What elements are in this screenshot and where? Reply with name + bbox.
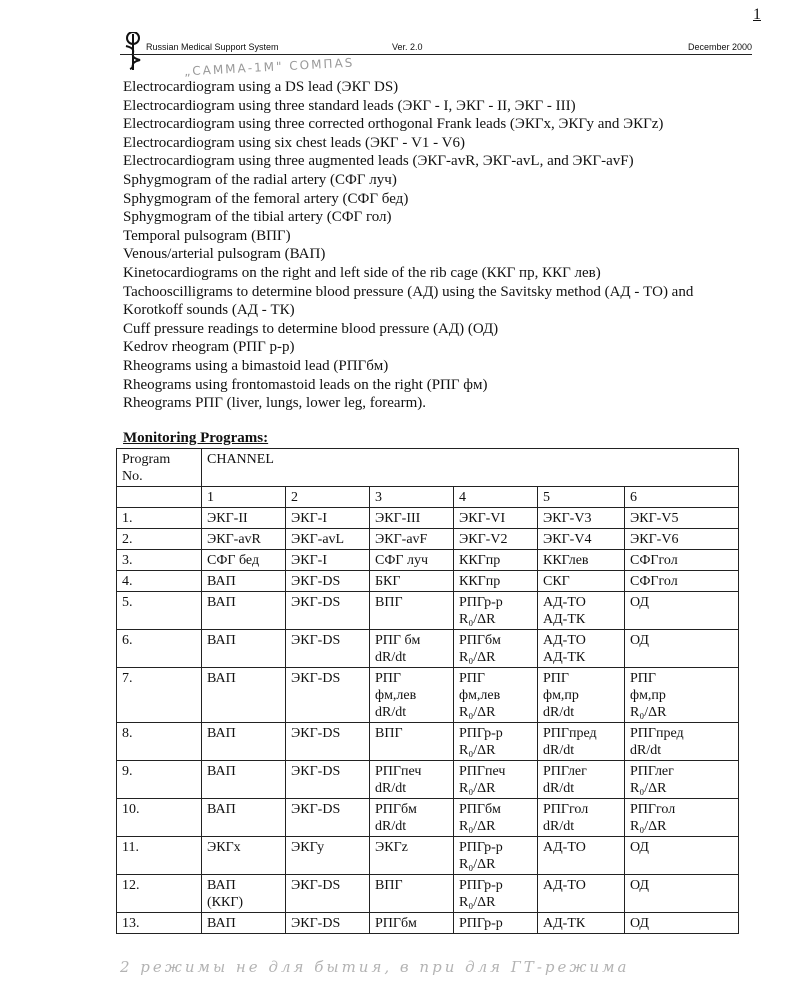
channel-cell-line: dR/dt <box>375 781 407 796</box>
channel-cell-line: R₀/ΔR <box>459 857 496 872</box>
channel-cell <box>286 508 370 529</box>
channel-cell-line: РПГр-р <box>459 840 503 855</box>
channel-cell-line: ЭКГ-DS <box>291 878 341 893</box>
channel-cell <box>370 799 454 837</box>
channel-cell-line: БКГ <box>375 574 401 589</box>
channel-cell <box>454 837 538 875</box>
channel-cell <box>286 571 370 592</box>
program-number: 4. <box>117 571 202 592</box>
channel-cell <box>538 508 625 529</box>
channel-cell-line: ККГлев <box>543 553 589 568</box>
channel-cell-line: РПГр-р <box>459 878 503 893</box>
channel-cell-line: АД-ТО <box>543 878 586 893</box>
signal-list-item: Cuff pressure readings to determine blood pressure (АД) (ОД) <box>123 320 499 337</box>
signal-list-item: Tachooscilligrams to determine blood pressure (АД) using the Savitsky method (АД - ТО) and <box>123 283 694 300</box>
monitoring-programs-title: Monitoring Programs: <box>123 430 269 446</box>
header-version: Ver. 2.0 <box>392 42 423 52</box>
channel-cell-line: РПГ <box>543 671 569 686</box>
channel-cell <box>454 630 538 668</box>
channel-cell <box>538 668 625 723</box>
channel-cell <box>286 550 370 571</box>
channel-cell-line: РПГгол <box>630 802 676 817</box>
channel-cell <box>286 630 370 668</box>
channel-cell <box>625 550 739 571</box>
channel-cell-line: ВАП <box>207 633 236 648</box>
channel-cell <box>454 761 538 799</box>
channel-cell <box>538 571 625 592</box>
table-row <box>117 529 739 550</box>
program-number: 3. <box>117 550 202 571</box>
table-row <box>117 837 739 875</box>
program-number: 7. <box>117 668 202 723</box>
channel-cell-line: ЭКГ-DS <box>291 633 341 648</box>
channel-cell <box>538 529 625 550</box>
channel-cell-line: ЭКГ-VI <box>459 511 506 526</box>
programs-body <box>117 508 739 934</box>
signal-list-item: Electrocardiogram using three corrected orthogonal Frank leads (ЭКГх, ЭКГу and ЭКГz) <box>123 116 664 133</box>
channel-cell-line: ЭКГ-V2 <box>459 532 508 547</box>
channel-cell-line: РПГр-р <box>459 916 503 931</box>
channel-cell <box>202 875 286 913</box>
channel-cell-line: РПГбм <box>459 802 501 817</box>
channel-cell <box>286 592 370 630</box>
program-number: 12. <box>117 875 202 913</box>
document-header <box>120 40 752 55</box>
channel-cell <box>370 761 454 799</box>
channel-cell-line: ВПГ <box>375 595 403 610</box>
channel-cell <box>538 761 625 799</box>
channel-cell <box>202 668 286 723</box>
table-row <box>117 668 739 723</box>
channel-cell <box>286 723 370 761</box>
signal-list-item: Electrocardiogram using a DS lead (ЭКГ DS) <box>123 79 399 95</box>
channel-cell-line: dR/dt <box>375 819 407 834</box>
channel-cell <box>202 571 286 592</box>
channel-cell-line: ОД <box>630 916 649 931</box>
channel-cell-line: ЭКГ-DS <box>291 671 341 686</box>
channel-number: 3 <box>370 487 454 508</box>
channel-cell <box>286 837 370 875</box>
channel-cell <box>454 592 538 630</box>
signal-list-item: Temporal pulsogram (ВПГ) <box>123 227 291 244</box>
channel-cell-line: (ККГ) <box>207 895 244 910</box>
table-row <box>117 723 739 761</box>
channel-cell-line: СФГгол <box>630 574 678 589</box>
channel-cell-line: ВПГ <box>375 878 403 893</box>
channel-header: CHANNEL <box>202 449 739 487</box>
signal-list-item: Korotkoff sounds (АД - ТК) <box>123 302 295 319</box>
table-row <box>117 875 739 913</box>
channel-cell-line: R₀/ΔR <box>459 743 496 758</box>
channel-cell <box>370 913 454 934</box>
channel-cell-line: РПГбм <box>375 916 417 931</box>
channel-cell <box>454 571 538 592</box>
channel-cell-line: РПГр-р <box>459 726 503 741</box>
channel-cell-line: dR/dt <box>375 705 407 720</box>
channel-cell-line: РПГгол <box>543 802 589 817</box>
header-system: Russian Medical Support System <box>146 42 279 52</box>
channel-cell <box>370 592 454 630</box>
channel-cell <box>202 592 286 630</box>
program-header-line-2: No. <box>122 469 143 484</box>
channel-number: 5 <box>538 487 625 508</box>
channel-cell <box>286 761 370 799</box>
channel-cell-line: R₀/ΔR <box>630 781 667 796</box>
channel-cell-line: dR/dt <box>543 819 575 834</box>
channel-cell <box>202 508 286 529</box>
channel-cell-line: ВПГ <box>375 726 403 741</box>
channel-cell-line: ОД <box>630 878 649 893</box>
channel-cell-line: фм,пр <box>630 688 666 703</box>
channel-cell <box>625 723 739 761</box>
channel-cell <box>538 723 625 761</box>
channel-cell <box>538 875 625 913</box>
signal-list-item: Rheograms using frontomastoid leads on the right (РПГ фм) <box>123 376 488 393</box>
channel-cell-line: РПГ бм <box>375 633 421 648</box>
channel-cell <box>202 761 286 799</box>
program-number: 1. <box>117 508 202 529</box>
signal-list-item: Sphygmogram of the radial artery (СФГ луч) <box>123 171 397 188</box>
channel-cell <box>370 837 454 875</box>
monitoring-programs-table <box>116 448 739 934</box>
program-number: 5. <box>117 592 202 630</box>
channel-cell-line: dR/dt <box>630 743 662 758</box>
channel-cell-line: ЭКГу <box>291 840 325 855</box>
channel-cell <box>286 875 370 913</box>
channel-cell <box>538 592 625 630</box>
channel-cell-line: РПГбм <box>375 802 417 817</box>
channel-cell-line: СФГ бед <box>207 553 260 568</box>
channel-cell-line: АД-ТО <box>543 840 586 855</box>
channel-cell <box>625 913 739 934</box>
channel-cell <box>202 630 286 668</box>
channel-cell-line: СФГгол <box>630 553 678 568</box>
channel-cell-line: ЭКГ-avF <box>375 532 428 547</box>
channel-cell-line: РПГпред <box>543 726 597 741</box>
channel-cell-line: фм,лев <box>375 688 417 703</box>
channel-cell-line: РПГбм <box>459 633 501 648</box>
channel-cell <box>202 550 286 571</box>
program-number: 8. <box>117 723 202 761</box>
channel-cell-line: ЭКГ-V5 <box>630 511 679 526</box>
channel-cell-line: СФГ луч <box>375 553 429 568</box>
channel-cell <box>202 837 286 875</box>
channel-cell-line: ЭКГ-avL <box>291 532 345 547</box>
channel-cell <box>454 668 538 723</box>
channel-cell <box>454 913 538 934</box>
channel-cell-line: ВАП <box>207 671 236 686</box>
channel-cell-line: ВАП <box>207 916 236 931</box>
channel-cell <box>370 630 454 668</box>
channel-cell-line: ВАП <box>207 802 236 817</box>
channel-cell-line: ЭКГ-I <box>291 553 327 568</box>
signal-list-item: Rheograms using a bimastoid lead (РПГбм) <box>123 357 389 374</box>
channel-cell <box>370 508 454 529</box>
channel-cell-line: ККГпр <box>459 574 501 589</box>
channel-cell <box>370 668 454 723</box>
channel-number: 2 <box>286 487 370 508</box>
channel-cell <box>538 837 625 875</box>
signal-list-item: Kinetocardiograms on the right and left side of the rib cage (ККГ пр, ККГ лев) <box>123 264 601 281</box>
channel-cell-line: фм,пр <box>543 688 579 703</box>
channel-cell-line: R₀/ΔR <box>459 895 496 910</box>
channel-cell <box>454 723 538 761</box>
channel-cell-line: ККГпр <box>459 553 501 568</box>
channel-number: 6 <box>625 487 739 508</box>
channel-cell <box>625 630 739 668</box>
channel-cell-line: ВАП <box>207 574 236 589</box>
signal-list-item: Venous/arterial pulsogram (ВАП) <box>123 246 326 263</box>
channel-cell-line: РПГр-р <box>459 595 503 610</box>
channel-cell-line: АД-ТО <box>543 595 586 610</box>
channel-cell-line: ЭКГ-V6 <box>630 532 679 547</box>
channel-cell-line: dR/dt <box>543 743 575 758</box>
channel-cell-line: РПГ <box>630 671 656 686</box>
channel-cell-line: ВАП <box>207 726 236 741</box>
channel-cell <box>370 550 454 571</box>
table-header-row <box>117 449 739 487</box>
signal-list-item: Electrocardiogram using three standard leads (ЭКГ - I, ЭКГ - II, ЭКГ - III) <box>123 97 576 114</box>
channel-cell-line: R₀/ΔR <box>459 819 496 834</box>
channel-cell <box>454 550 538 571</box>
channel-cell-line: ЭКГ-DS <box>291 802 341 817</box>
table-row <box>117 913 739 934</box>
channel-number: 1 <box>202 487 286 508</box>
channel-cell-line: ОД <box>630 595 649 610</box>
channel-cell-line: РПГпеч <box>375 764 422 779</box>
channel-number-row <box>117 487 739 508</box>
channel-cell-line: ЭКГ-DS <box>291 916 341 931</box>
channel-cell-line: ЭКГ-I <box>291 511 327 526</box>
channel-cell-line: АД-ТО <box>543 633 586 648</box>
program-number-header <box>117 449 202 487</box>
header-date: December 2000 <box>687 42 752 52</box>
channel-cell-line: ЭКГ-V3 <box>543 511 592 526</box>
channel-cell-line: ЭКГ-III <box>375 511 421 526</box>
channel-cell <box>625 668 739 723</box>
channel-cell-line: ЭКГ-avR <box>207 532 261 547</box>
channel-cell <box>370 529 454 550</box>
handwritten-note: „САММА-1М" СОМПАS <box>183 55 355 79</box>
channel-cell-line: ЭКГ-II <box>207 511 248 526</box>
signal-list-item: Sphygmogram of the femoral artery (СФГ бед) <box>123 190 409 207</box>
channel-cell <box>202 799 286 837</box>
signal-list <box>123 78 763 413</box>
channel-cell <box>202 529 286 550</box>
channel-cell <box>370 723 454 761</box>
channel-cell-line: АД-ТК <box>543 612 586 627</box>
channel-cell-line: R₀/ΔR <box>459 705 496 720</box>
program-header-line-1: Program <box>122 452 171 467</box>
channel-cell-line: ВАП <box>207 595 236 610</box>
channel-cell <box>538 913 625 934</box>
channel-number-blank <box>117 487 202 508</box>
channel-cell-line: РПГ <box>459 671 485 686</box>
program-number: 11. <box>117 837 202 875</box>
channel-cell-line: ВАП <box>207 764 236 779</box>
signal-list-item: Sphygmogram of the tibial artery (СФГ гол) <box>123 209 392 226</box>
channel-number: 4 <box>454 487 538 508</box>
program-number: 13. <box>117 913 202 934</box>
channel-cell <box>454 875 538 913</box>
channel-cell <box>625 799 739 837</box>
channel-cell-line: фм,лев <box>459 688 501 703</box>
channel-cell <box>625 875 739 913</box>
channel-cell <box>625 571 739 592</box>
channel-cell <box>202 913 286 934</box>
channel-cell <box>370 875 454 913</box>
page-number: 1 <box>753 6 761 23</box>
channel-cell-line: АД-ТК <box>543 916 586 931</box>
table-row <box>117 799 739 837</box>
channel-cell <box>625 529 739 550</box>
channel-cell <box>286 913 370 934</box>
channel-cell <box>538 550 625 571</box>
channel-cell <box>286 529 370 550</box>
channel-cell-line: ОД <box>630 840 649 855</box>
channel-cell-line: ЭКГх <box>207 840 241 855</box>
channel-cell <box>454 529 538 550</box>
channel-cell-line: РПГпеч <box>459 764 506 779</box>
signal-list-item: Kedrov rheogram (РПГ р-р) <box>123 339 295 356</box>
channel-cell-line: РПГлег <box>630 764 674 779</box>
signal-list-item: Electrocardiogram using three augmented leads (ЭКГ-avR, ЭКГ-avL, and ЭКГ-avF) <box>123 153 634 170</box>
table-row <box>117 550 739 571</box>
program-number: 9. <box>117 761 202 799</box>
channel-cell <box>625 508 739 529</box>
handwritten-scribble: 2 режимы не для бытия, в при для ГТ-режима <box>120 958 630 976</box>
channel-cell <box>625 592 739 630</box>
channel-cell-line: R₀/ΔR <box>630 705 667 720</box>
channel-cell-line: ЭКГ-DS <box>291 595 341 610</box>
channel-cell-line: R₀/ΔR <box>459 650 496 665</box>
channel-cell-line: РПГлег <box>543 764 587 779</box>
channel-cell <box>286 799 370 837</box>
channel-cell <box>538 799 625 837</box>
signal-list-item: Electrocardiogram using six chest leads (ЭКГ - V1 - V6) <box>123 134 465 151</box>
channel-cell-line: R₀/ΔR <box>459 781 496 796</box>
channel-cell-line: РПГпред <box>630 726 684 741</box>
channel-cell-line: R₀/ΔR <box>630 819 667 834</box>
table-row <box>117 571 739 592</box>
table-row <box>117 508 739 529</box>
channel-cell <box>370 571 454 592</box>
channel-cell <box>202 723 286 761</box>
channel-cell-line: ЭКГ-DS <box>291 574 341 589</box>
channel-cell <box>454 799 538 837</box>
program-number: 2. <box>117 529 202 550</box>
channel-cell <box>625 837 739 875</box>
program-number: 6. <box>117 630 202 668</box>
signal-list-item: Rheograms РПГ (liver, lungs, lower leg, forearm). <box>123 395 426 412</box>
channel-cell-line: dR/dt <box>543 781 575 796</box>
channel-cell-line: ВАП <box>207 878 236 893</box>
channel-cell-line: СКГ <box>543 574 570 589</box>
channel-cell <box>625 761 739 799</box>
channel-cell-line: АД-ТК <box>543 650 586 665</box>
table-row <box>117 630 739 668</box>
channel-cell <box>286 668 370 723</box>
table-row <box>117 592 739 630</box>
table-row <box>117 761 739 799</box>
channel-cell-line: ОД <box>630 633 649 648</box>
channel-cell-line: dR/dt <box>375 650 407 665</box>
channel-cell-line: РПГ <box>375 671 401 686</box>
channel-cell-line: ЭКГz <box>375 840 408 855</box>
channel-cell-line: ЭКГ-DS <box>291 726 341 741</box>
channel-cell-line: ЭКГ-DS <box>291 764 341 779</box>
channel-cell-line: R₀/ΔR <box>459 612 496 627</box>
channel-cell-line: dR/dt <box>543 705 575 720</box>
channel-cell <box>538 630 625 668</box>
program-number: 10. <box>117 799 202 837</box>
channel-cell <box>454 508 538 529</box>
channel-cell-line: ЭКГ-V4 <box>543 532 592 547</box>
